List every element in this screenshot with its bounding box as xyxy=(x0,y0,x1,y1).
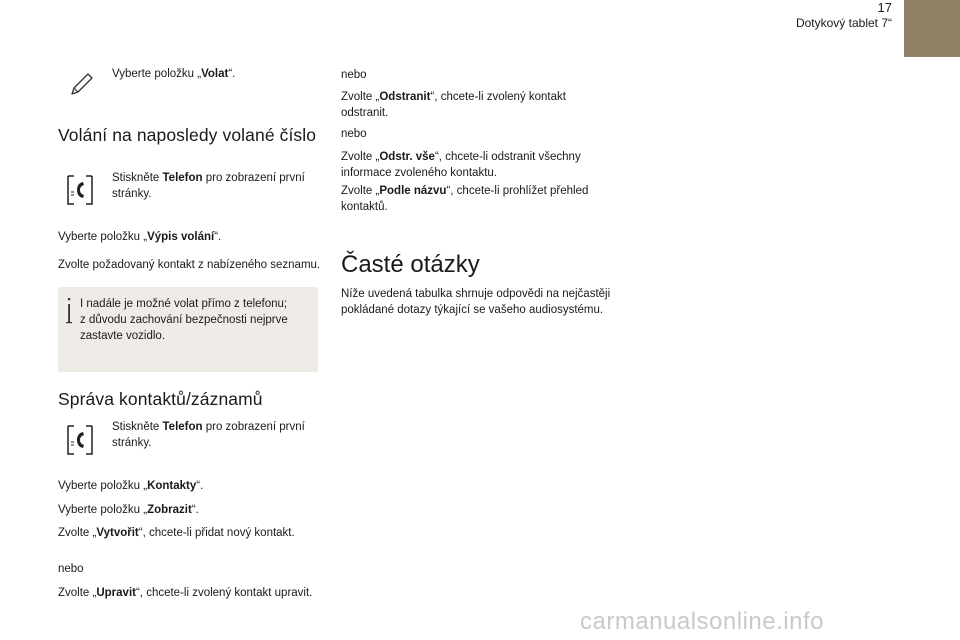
faq-title: Časté otázky xyxy=(341,251,480,278)
instruction-podle-nazvu: Zvolte „Podle názvu“, chcete-li prohlížet přehled kontaktů. xyxy=(341,185,589,213)
or-text: nebo xyxy=(341,69,367,81)
instruction-choose-contact: Zvolte požadovaný kontakt z nabízeného seznamu. xyxy=(58,259,321,271)
instruction-phone-1: Stiskněte Telefon pro zobrazení první stránky. xyxy=(112,172,305,200)
info-text: I nadále je možné volat přímo z telefonu; z důvodu zachování bezpečnosti nejprve zastavte vozidlo. xyxy=(80,298,288,342)
instruction-phone-2: Stiskněte Telefon pro zobrazení první stránky. xyxy=(112,421,305,449)
section-title-contacts: Správa kontaktů/záznamů xyxy=(58,389,263,409)
instruction-volat: Vyberte položku „Volat“. xyxy=(112,68,236,80)
instruction-vypis: Vyberte položku „Výpis volání“. xyxy=(58,231,222,243)
watermark: carmanualsonline.info xyxy=(580,608,824,635)
page-number: 17 xyxy=(877,0,892,15)
section-title-recent-calls: Volání na naposledy volané číslo xyxy=(58,125,317,145)
chapter-tab xyxy=(904,0,960,57)
pencil-icon xyxy=(68,70,96,98)
or-text: nebo xyxy=(58,563,84,575)
instruction-kontakty: Vyberte položku „Kontakty“. xyxy=(58,480,204,492)
or-text: nebo xyxy=(341,128,367,140)
info-icon xyxy=(63,296,75,326)
phone-icon xyxy=(64,172,96,208)
page-header-title: Dotykový tablet 7“ xyxy=(795,16,892,30)
instruction-odstr-vse: Zvolte „Odstr. vše“, chcete-li odstranit všechny informace zvoleného kontaktu. xyxy=(341,151,581,179)
phone-icon xyxy=(64,422,96,458)
instruction-vytvorit: Zvolte „Vytvořit“, chcete-li přidat nový kontakt. xyxy=(58,527,295,539)
instruction-odstranit: Zvolte „Odstranit“, chcete-li zvolený kontakt odstranit. xyxy=(341,91,566,119)
faq-intro: Níže uvedená tabulka shrnuje odpovědi na nejčastěji pokládané dotazy týkající se vašeho audiosystému. xyxy=(341,288,611,316)
instruction-upravit: Zvolte „Upravit“, chcete-li zvolený kontakt upravit. xyxy=(58,587,313,599)
instruction-zobrazit: Vyberte položku „Zobrazit“. xyxy=(58,504,199,516)
